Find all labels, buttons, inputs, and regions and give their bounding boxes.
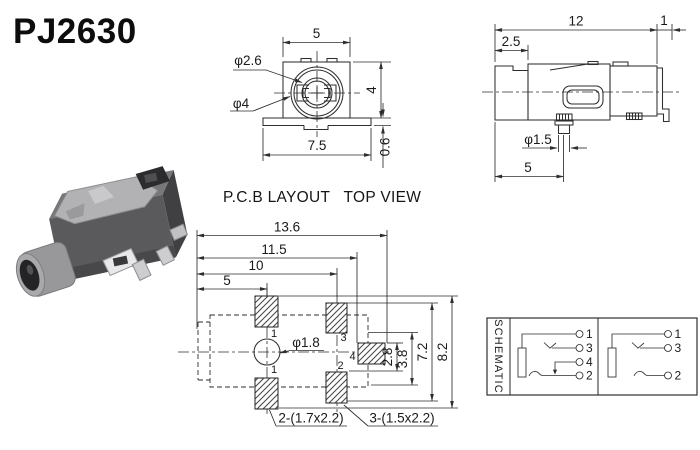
pad-1-top: [255, 296, 278, 327]
schematic-left-circuit: [518, 331, 583, 380]
dim-pcb-width-1: 13.6: [273, 219, 301, 235]
dim-side-pin-dia: φ1.5: [524, 132, 552, 147]
side-view-drawing: [450, 0, 700, 190]
dim-pcb-width-4: 5: [223, 273, 231, 288]
dim-front-flange-thickness: 0.6: [377, 137, 393, 157]
connector-photo-group: [0, 164, 195, 305]
pcb-pads: [254, 296, 385, 409]
dim-pcb-height-3: 7.2: [415, 342, 430, 362]
dim-side-right-offset: 1: [660, 13, 668, 28]
dim-front-outer-dia: φ4: [232, 96, 250, 111]
pcb-layout-drawing: [175, 215, 485, 450]
dim-pcb-hole-dia: φ1.8: [292, 335, 320, 350]
dim-pcb-height-4: 8.2: [435, 342, 450, 362]
front-view-drawing: [200, 0, 450, 190]
note-left-pads: 2-(1.7x2.2): [278, 410, 344, 426]
pin-label-1-bottom: 1: [270, 364, 278, 376]
dim-pcb-width-3: 10: [248, 258, 264, 273]
dim-side-pin-position: 5: [524, 160, 532, 175]
pin-label-1-top: 1: [270, 328, 278, 340]
schematic-left-pin-2: 2: [586, 368, 593, 383]
pcb-layout-heading: P.C.B LAYOUT TOP VIEW: [223, 189, 422, 206]
dim-front-height: 4: [364, 86, 379, 94]
dim-side-total-length: 12: [568, 13, 584, 29]
pin-label-2: 2: [337, 360, 344, 372]
schematic-right-pin-3: 3: [674, 341, 682, 355]
dim-pcb-width-2: 11.5: [261, 242, 287, 257]
dim-front-top-width: 5: [312, 26, 321, 41]
side-view-outline: [495, 62, 669, 134]
front-view-centerlines: [274, 51, 360, 137]
dim-front-flange-width: 7.5: [307, 138, 327, 153]
schematic-drawing: [482, 312, 699, 402]
pin-label-3: 3: [340, 332, 347, 344]
dim-side-barrel-length: 2.5: [501, 34, 521, 49]
schematic-right-pin-2: 2: [674, 368, 682, 383]
pin-label-4: 4: [349, 351, 356, 363]
note-right-pads: 3-(1.5x2.2): [369, 410, 435, 426]
pad-1-bottom: [255, 378, 278, 409]
pad-2: [326, 372, 347, 403]
dim-pcb-height-1: 2.8: [380, 347, 395, 367]
schematic-left-pin-1: 1: [586, 327, 593, 341]
dim-pcb-height-2: 3.8: [395, 349, 410, 369]
pad-3: [326, 303, 347, 333]
schematic-right-pin-1: 1: [674, 327, 682, 341]
schematic-label: SCHEMATIC: [492, 319, 504, 394]
part-number-title: PJ2630: [13, 12, 137, 51]
schematic-left-pin-4: 4: [586, 355, 593, 369]
schematic-left-pin-3: 3: [586, 341, 593, 355]
dim-front-inner-dia: φ2.6: [234, 53, 262, 68]
schematic-right-circuit: [608, 331, 672, 380]
